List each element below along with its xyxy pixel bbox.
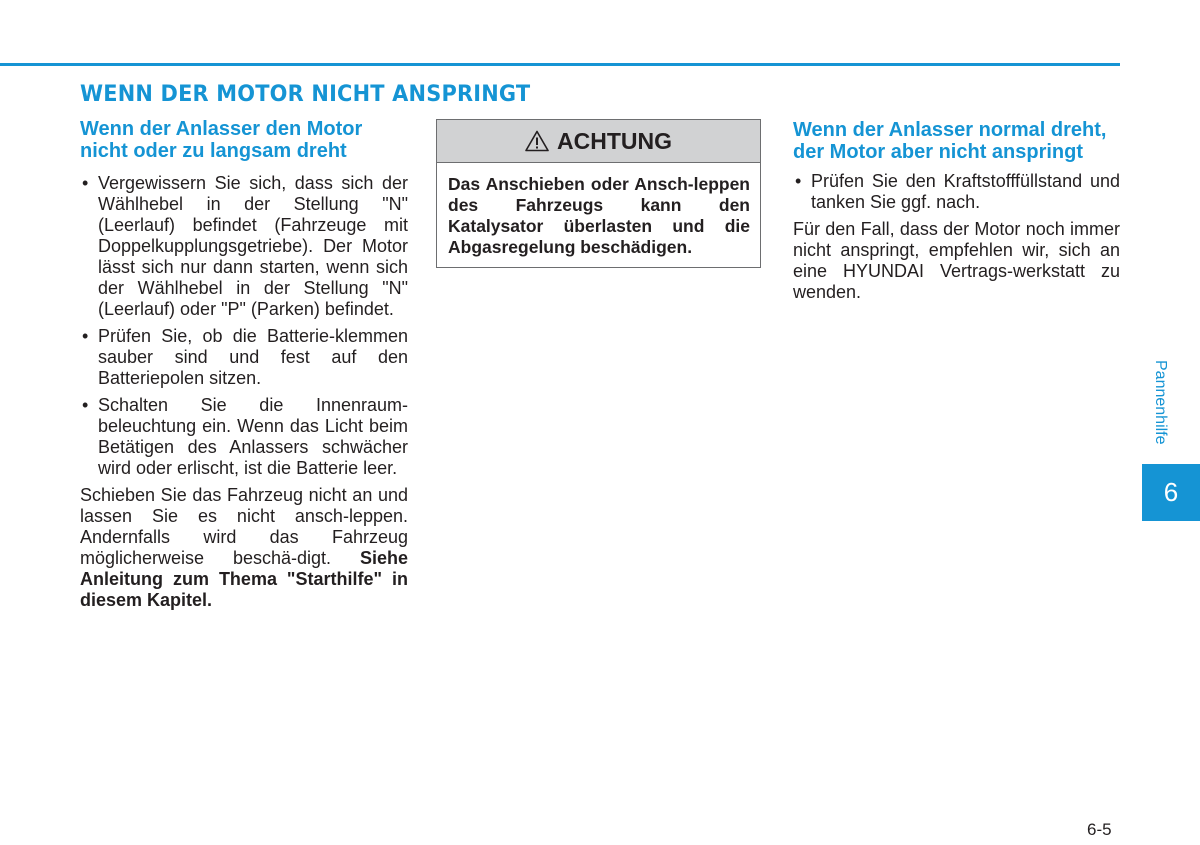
list-item: • Prüfen Sie den Kraftstofffüllstand und tanken Sie ggf. nach. bbox=[793, 171, 1120, 213]
left-paragraph-text: Schieben Sie das Fahrzeug nicht an und lassen Sie es nicht ansch-leppen. Andernfalls wird das Fahrzeug möglicherweise beschä-digt. bbox=[80, 485, 408, 568]
left-column-heading: Wenn der Anlasser den Motor nicht oder zu langsam dreht bbox=[80, 118, 363, 162]
warning-triangle-icon bbox=[525, 130, 549, 152]
caution-title: ACHTUNG bbox=[557, 127, 672, 154]
header-rule bbox=[0, 63, 1120, 66]
section-title: WENN DER MOTOR NICHT ANSPRINGT bbox=[80, 82, 531, 107]
caution-box bbox=[436, 119, 761, 268]
left-paragraph-bold: Siehe Anleitung zum Thema "Starthilfe" in diesem Kapitel. bbox=[80, 548, 408, 610]
right-column-heading: Wenn der Anlasser normal dreht, der Motor aber nicht anspringt bbox=[793, 119, 1107, 163]
left-paragraph bbox=[80, 485, 408, 611]
caution-text: Das Anschieben oder Ansch-leppen des Fahrzeugs kann den Katalysator überlasten und die Abgasregelung beschädigen. bbox=[448, 174, 750, 257]
list-item: • Schalten Sie die Innenraum-beleuchtung ein. Wenn das Licht beim Betätigen des Anlassers schwächer wird oder erlischt, ist die Batterie leer. bbox=[80, 395, 408, 479]
list-item: • Vergewissern Sie sich, dass sich der Wählhebel in der Stellung "N" (Leerlauf) befindet (Fahrzeuge mit Doppelkupplungsgetriebe). Der Motor lässt sich nur dann starten, wenn sich der Wählhebel in der Stellung "N" (Leerlauf) oder "P" (Parken) befindet. bbox=[80, 173, 408, 320]
left-bullet-list bbox=[80, 173, 408, 479]
chapter-tab: 6 bbox=[1142, 464, 1200, 521]
right-bullet-list bbox=[793, 171, 1120, 213]
list-item: • Prüfen Sie, ob die Batterie-klemmen sauber sind und fest auf den Batteriepolen sitzen. bbox=[80, 326, 408, 389]
chapter-side-label: Pannenhilfe bbox=[1152, 360, 1169, 445]
right-paragraph: Für den Fall, dass der Motor noch immer nicht anspringt, empfehlen wir, sich an eine HYUNDAI Vertrags-werkstatt zu wenden. bbox=[793, 219, 1120, 302]
left-column bbox=[80, 118, 408, 611]
caution-header bbox=[437, 120, 760, 163]
right-column bbox=[793, 118, 1120, 303]
page-number: 6-5 bbox=[1087, 820, 1112, 839]
